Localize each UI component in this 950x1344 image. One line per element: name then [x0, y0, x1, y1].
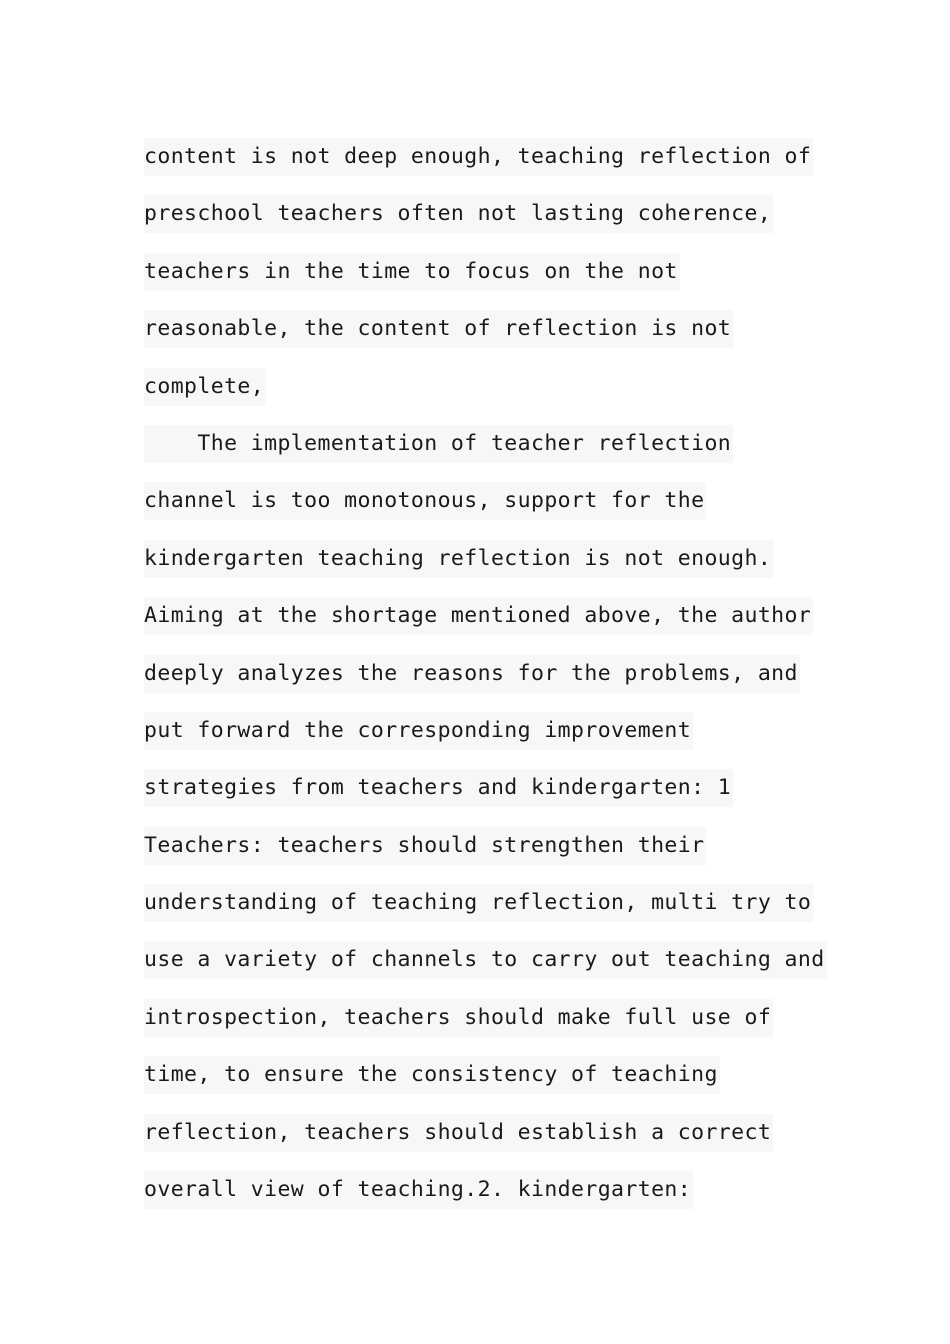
text-line	[144, 999, 824, 1056]
text-line	[144, 368, 824, 425]
body-text	[144, 138, 824, 1228]
text-line-content: reasonable, the content of reflection is not	[144, 310, 733, 348]
text-line-content: reflection, teachers should establish a correct	[144, 1114, 773, 1152]
text-line	[144, 1114, 824, 1171]
text-line	[144, 712, 824, 769]
text-line-content: channel is too monotonous, support for the	[144, 482, 706, 520]
text-line-content: time, to ensure the consistency of teaching	[144, 1056, 720, 1094]
text-line-content: kindergarten teaching reflection is not enough.	[144, 540, 773, 578]
text-line-content: The implementation of teacher reflection	[144, 425, 733, 463]
text-line-content: teachers in the time to focus on the not	[144, 253, 680, 291]
text-line-content: understanding of teaching reflection, multi try to	[144, 884, 813, 922]
text-line-content: put forward the corresponding improvement	[144, 712, 693, 750]
text-line-content: use a variety of channels to carry out teaching and	[144, 941, 827, 979]
text-line	[144, 195, 824, 252]
text-line-content: strategies from teachers and kindergarten: 1	[144, 769, 733, 807]
text-line	[144, 310, 824, 367]
text-line	[144, 597, 824, 654]
text-line	[144, 253, 824, 310]
text-line-content: introspection, teachers should make full use of	[144, 999, 773, 1037]
text-line	[144, 769, 824, 826]
text-line	[144, 1056, 824, 1113]
text-line	[144, 1171, 824, 1228]
text-line-content: preschool teachers often not lasting coherence,	[144, 195, 773, 233]
text-line	[144, 884, 824, 941]
text-line	[144, 655, 824, 712]
text-line-content: complete,	[144, 368, 266, 406]
text-line-content: Teachers: teachers should strengthen their	[144, 827, 706, 865]
text-line	[144, 540, 824, 597]
text-line-content: Aiming at the shortage mentioned above, the author	[144, 597, 813, 635]
text-line	[144, 827, 824, 884]
text-line-content: content is not deep enough, teaching reflection of	[144, 138, 813, 176]
text-line	[144, 482, 824, 539]
text-line-content: deeply analyzes the reasons for the problems, and	[144, 655, 800, 693]
text-line	[144, 941, 824, 998]
paragraph-start-line	[144, 425, 824, 482]
text-line-content: overall view of teaching.2. kindergarten:	[144, 1171, 693, 1209]
text-line	[144, 138, 824, 195]
